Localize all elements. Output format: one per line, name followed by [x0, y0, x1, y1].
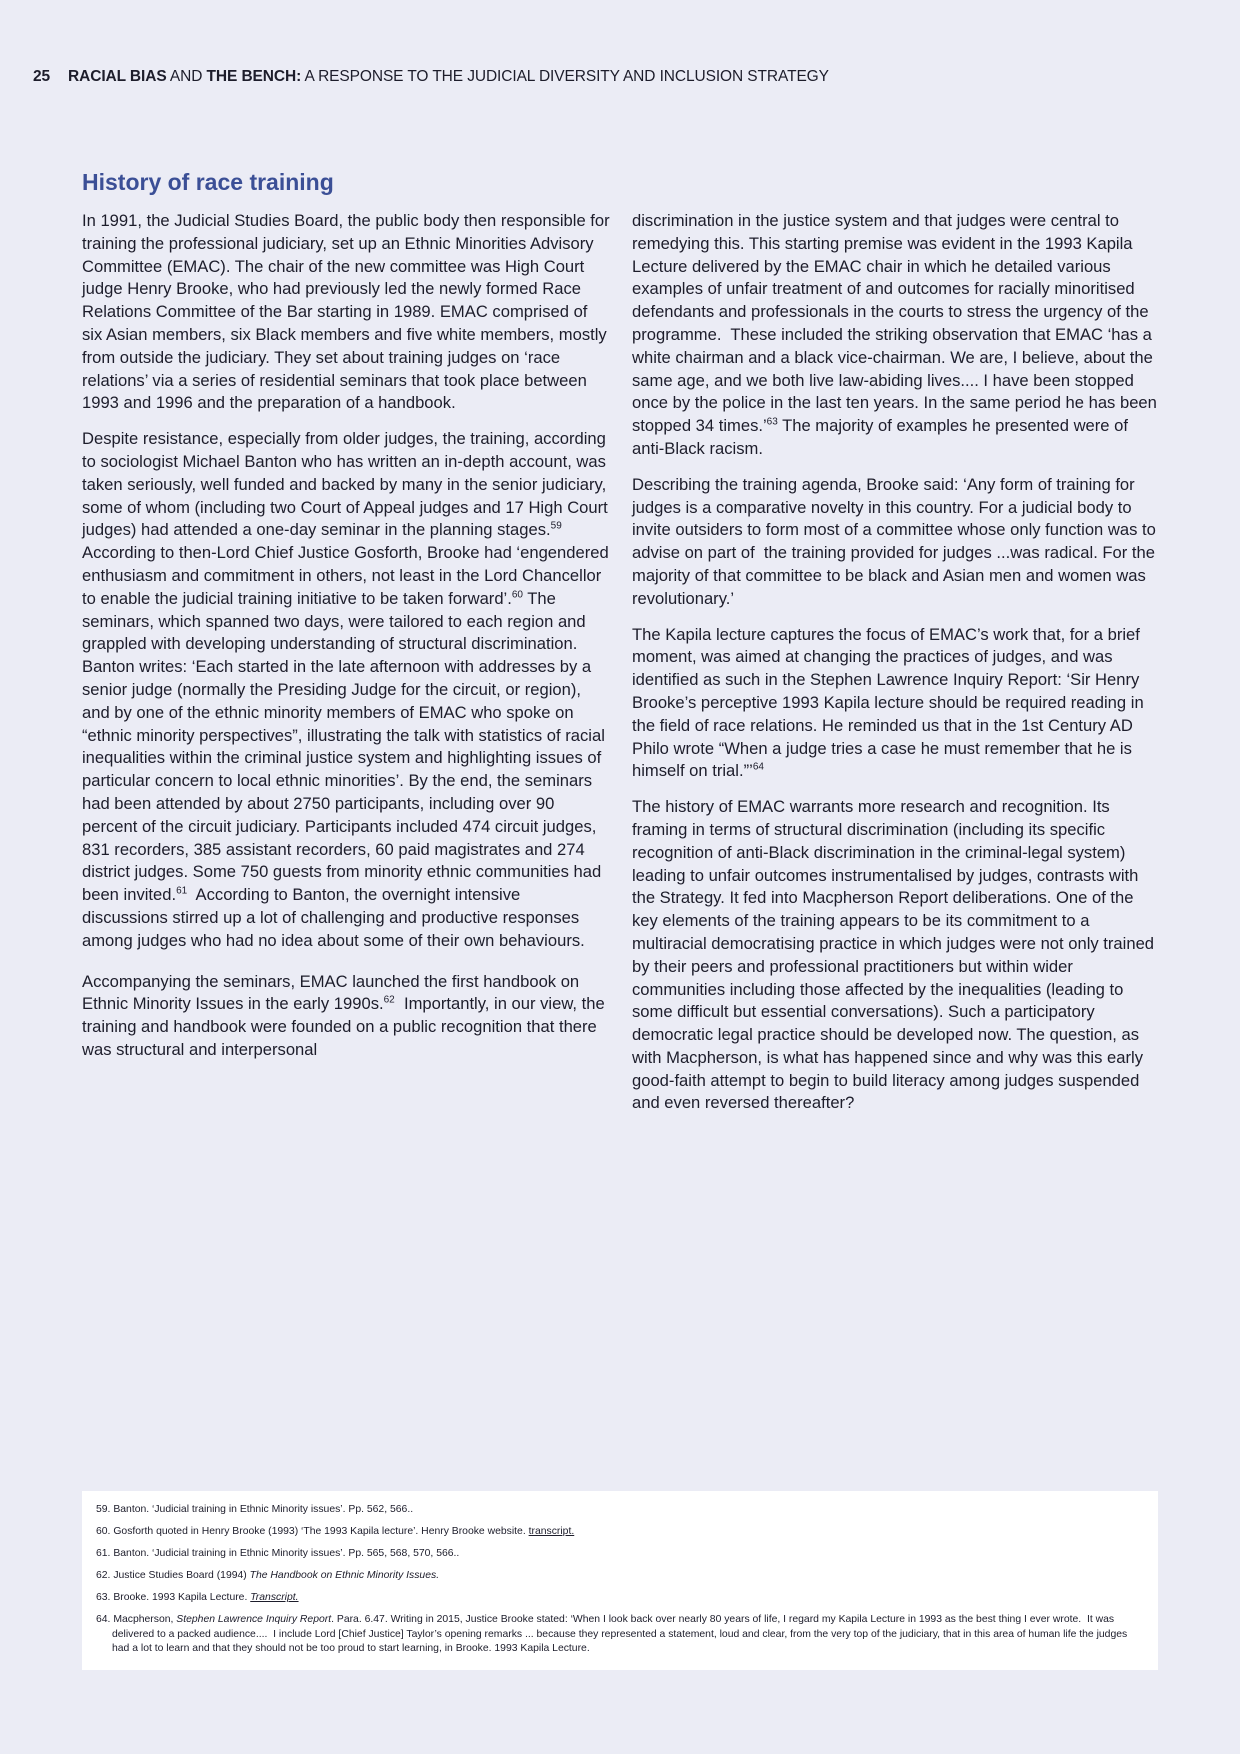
footnote-text: 59. Banton. ‘Judicial training in Ethnic Minority issues’. Pp. 562, 566..	[96, 1504, 414, 1515]
footnote-ref[interactable]: 59	[550, 520, 562, 532]
paragraph-text: Despite resistance, especially from older judges, the training, according to sociologist Michael Banton who has written an in-depth account, was taken seriously, well funded and backed by many in the senior judiciary, some of whom (including two Court of Appeal judges and 17 High Court judges) had attended a one-day seminar in the planning stages.	[82, 429, 608, 540]
paragraph	[82, 971, 610, 1062]
footnote-ref[interactable]: 60	[511, 589, 523, 601]
footnote-text: 61. Banton. ‘Judicial training in Ethnic Minority issues’. Pp. 565, 568, 570, 566..	[96, 1548, 460, 1560]
paragraph	[632, 624, 1160, 784]
header-title-rest: A RESPONSE TO THE JUDICIAL DIVERSITY AND INCLUSION STRATEGY	[301, 68, 829, 85]
header-title-racial-bias: RACIAL BIAS	[68, 68, 167, 85]
transcript-link[interactable]: transcript.	[528, 1526, 575, 1538]
footnote-60	[96, 1525, 1144, 1540]
footnote-text: 62. Justice Studies Board (1994)	[96, 1570, 250, 1582]
paragraph-text: The seminars, which spanned two days, were tailored to each region and grappled with developing understanding of structural discrimination. Banton writes: ‘Each started in the late afternoon with addresses by a senior judge (normally the Presiding Judge for the circuit, or region), and by one of the ethnic minority members of EMAC who spoke on “ethnic minority perspectives”, illustrating the talk with statistics of racial inequalities within the criminal justice system and highlighting issues of particular concern to local ethnic minorities’. By the end, the seminars had been attended by about 2750 participants, including over 90 percent of the circuit judiciary. Participants included 474 circuit judges, 831 recorders, 385 assistant recorders, 60 paid magistrates and 274 district judges. Some 750 guests from minority ethnic communities had been invited.	[82, 588, 605, 905]
running-header	[33, 68, 829, 86]
footnote-report-title: Stephen Lawrence Inquiry Report	[176, 1614, 332, 1626]
header-title-and: AND	[166, 68, 207, 85]
header-title-the-bench: THE BENCH:	[206, 68, 302, 85]
paragraph-text: In 1991, the Judicial Studies Board, the public body then responsible for training the professional judiciary, set up an Ethnic Minorities Advisory Committee (EMAC). The chair of the new committee was High Court judge Henry Brooke, who had previously led the newly formed Race Relations Committee of the Bar starting in 1989. EMAC comprised of six Asian members, six Black members and five white members, mostly from outside the judiciary. They set about training judges on ‘race relations’ via a series of residential seminars that took place between 1993 and 1996 and the preparation of a handbook.	[82, 211, 610, 413]
footnote-63	[96, 1591, 1144, 1606]
paragraph-text: According to Banton, the overnight intensive discussions stirred up a lot of challenging and productive responses among judges who had no idea about some of their own behaviours.	[82, 885, 585, 950]
footnote-ref[interactable]: 62	[383, 994, 395, 1006]
paragraph	[632, 474, 1160, 611]
paragraph-text: discrimination in the justice system and that judges were central to remedying this. This starting premise was evident in the 1993 Kapila Lecture delivered by the EMAC chair in which he detailed various examples of unfair treatment of and outcomes for racially minoritised defendants and professionals in the courts to stress the urgency of the programme. These included the striking observation that EMAC ‘has a white chairman and a black vice-chairman. We are, I believe, about the same age, and we both live law-abiding lives.... I have been stopped once by the police in the last ten years. In the same period he has been stopped 34 times.’	[632, 211, 1162, 436]
paragraph-text: The majority of examples he presented were of anti-Black racism.	[632, 416, 1128, 458]
paragraph-text: According to then-Lord Chief Justice Gosforth, Brooke had ‘engendered enthusiasm and commitment in others, not least in the Lord Chancellor to enable the judicial training initiative to be taken forward’.	[82, 543, 609, 608]
paragraph-text: Accompanying the seminars, EMAC launched the first handbook on Ethnic Minority Issues in the early 1990s.	[82, 971, 580, 1014]
footnote-62	[96, 1569, 1144, 1584]
footnote-text: 63. Brooke. 1993 Kapila Lecture.	[96, 1592, 251, 1604]
paragraph-text: The history of EMAC warrants more research and recognition. Its framing in terms of structural discrimination (including its specific recognition of anti-Black discrimination in the criminal-legal system) leading to unfair outcomes instrumentalised by judges, contrasts with the Strategy. It fed into Macpherson Report deliberations. One of the key elements of the training appears to be its commitment to a multiracial democratising practice in which judges were not only trained by their peers and professional practitioners but within wider communities including those affected by the inequalities (leading to some difficult but essential conversations). Such a participatory democratic legal practice should be developed now. The question, as with Macpherson, is what has happened since and why was this early good-faith attempt to begin to build literacy among judges suspended and even reversed thereafter?	[632, 797, 1155, 1113]
transcript-link[interactable]: Transcript.	[250, 1592, 299, 1604]
paragraph	[82, 428, 610, 952]
footnote-ref[interactable]: 61	[176, 885, 188, 897]
paragraph-text: Describing the training agenda, Brooke said: ‘Any form of training for judges is a comparative novelty in this country. For a judicial body to invite outsiders to form most of a committee whose only function was to advise on part of the training provided for judges ...was radical. For the majority of that committee to be black and Asian men and women was revolutionary.’	[632, 474, 1161, 608]
section-heading: History of race training	[82, 169, 334, 195]
paragraph	[82, 210, 610, 415]
paragraph-text: The Kapila lecture captures the focus of EMAC’s work that, for a brief moment, was aimed at changing the practices of judges, and was identified as such in the Stephen Lawrence Inquiry Report: ‘Sir Henry Brooke’s perceptive 1993 Kapila lecture should be required reading in the field of race relations. He reminded us that in the 1st Century AD Philo wrote “When a judge tries a case he must remember that he is himself on trial.”’	[632, 624, 1144, 781]
footnote-64	[96, 1613, 1144, 1657]
left-column	[82, 210, 610, 1075]
page-number: 25	[33, 68, 51, 85]
footnote-ref[interactable]: 64	[752, 761, 764, 773]
footnote-text: 60. Gosforth quoted in Henry Brooke (1993) ‘The 1993 Kapila lecture’. Henry Brooke website.	[96, 1526, 529, 1538]
footnote-59	[96, 1503, 1144, 1518]
right-column	[632, 210, 1160, 1128]
footnote-book-title: The Handbook on Ethnic Minority Issues.	[249, 1570, 440, 1582]
footnote-ref[interactable]: 63	[766, 416, 778, 428]
paragraph	[632, 796, 1160, 1115]
footnote-text: . Para. 6.47. Writing in 2015, Justice Brooke stated: ‘When I look back over nearly 80 years of life, I regard my Kapila Lecture in 1993 as the best thing I ever wrote. It was delivered to a packed audience.... I include Lord [Chief Justice] Taylor’s opening remarks ... because they represented a statement, loud and clear, from the very top of the judiciary, that in this area of human life the judges had a lot to learn and that they should not be too proud to start learning, in Brooke. 1993 Kapila Lecture.	[112, 1614, 1131, 1655]
footnotes-box	[82, 1491, 1158, 1670]
footnote-61	[96, 1547, 1144, 1562]
paragraph-text: Importantly, in our view, the training and handbook were founded on a public recognition that there was structural and interpersonal	[82, 994, 610, 1059]
footnote-text: 64. Macpherson,	[96, 1614, 177, 1626]
paragraph	[632, 210, 1160, 461]
